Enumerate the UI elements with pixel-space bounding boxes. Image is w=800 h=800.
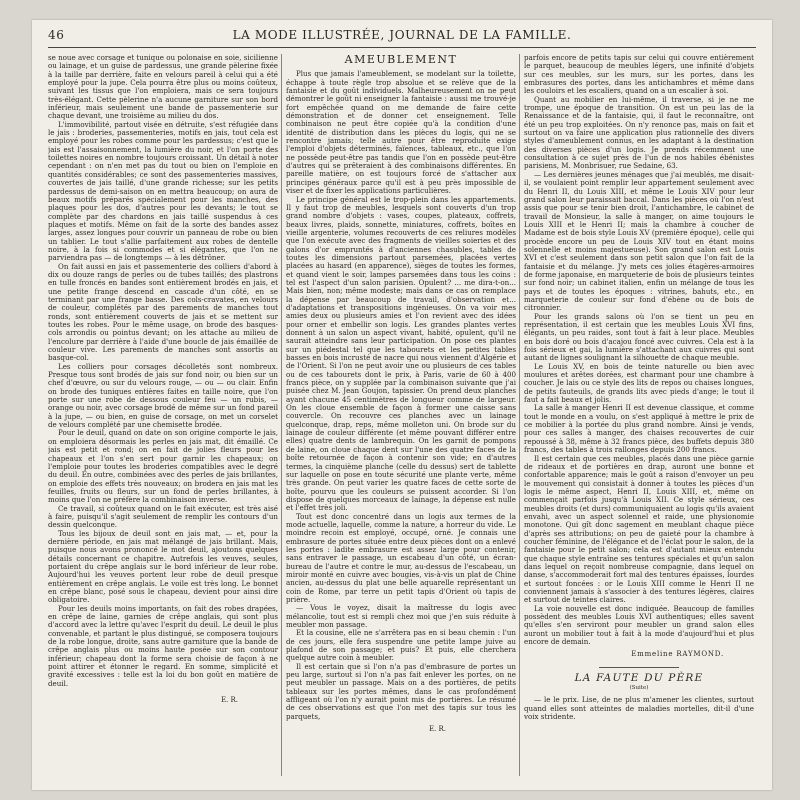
paragraph: parfois encore de petits tapis sur celui qui couvre entièrement le parquet, beaucoup de meubles légers, une infinité d'objets sur ces meubles, sur les murs, sur les portes, dans les embrasures des portes, dans les antichambres et même dans les couloirs et les escaliers, quand on a un escalier à soi. xyxy=(524,54,754,96)
paragraph: Quant au mobilier en lui-même, il traverse, si je ne me trompe, une époque de transition. On est un peu las de la Renaissance et de la fantaisie, qui, il faut le reconnaître, ont été un peu trop exploitées. On n'y renonce pas, mais on fait et surtout on va faire une application plus rationnelle des divers styles d'ameublement connus, en les adaptant à la destination des diverses pièces d'un logis. Je prends récemment une consultation à ce sujet près de l'un de nos habiles ébénistes parisiens, M. Monbrisuer, rue Sedaine, 63. xyxy=(524,94,754,171)
paragraph: — Vous le voyez, disait la maîtresse du logis avec mélancolie, tout est si rempli chez moi que j'en suis réduite à meubler mon passage. xyxy=(286,603,516,630)
paragraph: se noue avec corsage et tunique ou polonaise en soie, sicilienne ou lainage, et un guise de pardessus, une grande pèlerine fixée à la taille par derrière, faite en velours pareil à celui qui a été employé pour la jupe. Cela pourra être plus ou moins coûteux, suivant les tissus que l'on emploiera, mais ce sera toujours très-élégant. Cette pèlerine n'a aucune garniture sur son bord inférieur, mais seulement une bande de passementerie sur chaque devant, une troisième au milieu du dos. xyxy=(48,54,278,121)
paragraph: Il est certain que si l'on n'a pas d'embrasure de portes un peu large, surtout si l'on n'a pas fait enlever les portes, on ne peut meubler un passage. Mais on a des portières, de petits tableaux sur les portes mêmes, dans le cas profondément affligeant où l'on n'y aurait point mis de portières. Le résumé de ces observations est que l'on met des tapis sur tous les parquets, xyxy=(286,661,516,721)
column-separator xyxy=(519,54,520,776)
column-separator xyxy=(281,54,282,776)
paragraph: Le Louis XV, en bois de teinte naturelle ou bien avec moulures et arêtes dorées, est charmant pour une chambre à coucher. Je lais ou ce style des lits de repos ou chaises longues, de petits fauteuils, de grands lits avec pieds d'ange; le tout il faut a fait beaux et jolis. xyxy=(524,361,754,405)
paragraph: La voie nouvelle est donc indiquée. Beaucoup de familles possèdent des meubles Louis XVI authentiques; elles savent qu'elles s'en serviront pour meubler un grand salon elles auront un mobilier tout à fait à la mode d'aujourd'hui et plus encore de demain. xyxy=(524,603,754,647)
section-divider xyxy=(599,667,679,668)
paragraph: Il est certain que ces meubles, placés dans une pièce garnie de rideaux et de portières en drap, auront une bonne et confortable apparence; mais le goût a raison d'envoyer un peu le mouvement qui consistait à donner à toutes les pièces d'un logis le même aspect, Henri II, Louis XIII, et, même on commençait parfois jusqu'à Louis XII. Ce style sérieux, ces meubles droits (et durs) communiquaient au logis qu'ils avaient envahi, avec un aspect solennel et raide, une physionomie monotone. Qui gît donc sagement en meublant chaque pièce d'après ses attributions; on peu de gaieté pour la chambre à coucher féminine, de l'élégance et de l'éclat pour le salon, de la fantaisie pour le petit salon; cela est d'autant mieux entendu que chaque style entraîne ses tentures spéciales et qu'un salon dans lequel on reçoit nombreuse compagnie, dans lequel on danse, s'accommoderait fort mal des tentures épaisses, lourdes et surtout foncées : or le Louis XIII comme le Henri II ne conviennent jamais à s'associer à des tentures légères, claires et surtout de teintes claires. xyxy=(524,453,754,605)
paragraph: Le principe général est le trop-plein dans les appartements. Il y faut trop de meubles, lesquels sont couverts d'un trop grand nombre d'objets : vases, coupes, plateaux, coffrets, beaux livres, plaids, sonnette, miniatures, coffrets, boîtes en vieille argenterie, volumes recouverts de ces reliures modèles que l'on exécute avec des fragments de vieilles soieries et des galons d'or empruntés à d'anciennes chasubles, tables de toutes les dimensions partout parsemées, placées vertes placées au hasard (en apparence), sièges de toutes les formes, et quand vient le soir, lampes parsemées dans tous les coins : tel est l'aspect d'un salon parisien. Opulent? ... me dira-t-on... Mais bien, non; même modeste; mais dans ce cas on remplace la dépense par beaucoup de travail, d'observation et... d'adaptations et transpositions ingénieuses. On va voir mes amies deux ou plusieurs amies et l'on revient avec des idées pour orner et embellir son logis. Les grandes plantes vertes donnent à un salon un aspect vivant, habité, opulent, qu'il ne saurait atteindre sans leur participation. On pose ces plantes sur un piédestal tel que les tabourets et les petites tables basses en bois incrusté de nacre qui nous viennent d'Algérie et de l'Orient. Si l'on ne peut avoir une ou plusieurs de ces tables ou de ces tabourets dont le prix, à Paris, varie de 60 à 400 francs pièce, on y supplée par la combinaison suivante que j'ai puisée chez M. Jean Goujon, tapissier. On prend deux planches ayant chacune 45 centimètres de longueur comme de largeur. On les cloue ensemble de façon à former une caisse sans couvercle. On recouvre ces planches avec un lainage quelconque, drap, reps, même molleton uni. On brode sur du lainage de couleur différente (et même pouvant différer entre elles) quatre dents de lambrequin. On les garnit de pompons de laine, on cloue chaque dent sur l'une des quatre faces de la boîte retournée de façon à contenir son vide; en d'autres termes, la cinquième planche (celle du dessus) sert de tablette sur laquelle on pose en toute sécurité une plante verte, même très grande. On peut varier les quatre faces de cette sorte de boîte, pourvu que les couleurs se puissent accorder. Si l'on dispose de quelques morceaux de lainage, la dépense est nulle et l'effet très joli. xyxy=(286,194,516,513)
paragraph: Plus que jamais l'ameublement, se modelant sur la toilette, échappe à toute règle trop absolue et se relève que de la fantaisie et du goût individuels. Malheureusement on ne peut démontrer le goût ni enseigner la fantaisie : aussi me trouvé-je fort empêchée quand on me demande de faire cette démonstration et de donner cet enseignement. Telle combinaison ne peut être copiée qu'à la condition d'une identité de distribution dans les pièces du logis, qui ne se rencontre jamais; telle autre pour être reproduite exige l'emploi d'objets déterminés, faïences, tableaux, etc., que l'on ne possède peut-être pas tandis que l'on en possède peut-être d'autres qui se prêteraient à des combinaisons différentes. En pareille matière, on est toujours forcé de s'attacher aux principes généraux parce qu'il est à peu près impossible de viser et de fixer les applications particulières. xyxy=(286,69,516,196)
column-3 xyxy=(524,54,754,776)
story-subtitle: (Suite) xyxy=(629,685,649,692)
paragraph: Ce travail, si coûteux quand on le fait exécuter, est très aisé à faire, puisqu'il s'agit seulement de remplir les contours d'un dessin quelconque. xyxy=(48,503,278,530)
section-title: AMEUBLEMENT xyxy=(344,54,458,66)
page-header xyxy=(48,28,756,46)
paragraph: Les colliers pour corsages décolletés sont nombreux. Presque tous sont brodés de jais sur fond noir, ou bien sur un chef d'œuvre, ou sur du velours rouge, — ou — ou clair. Enfin on brode des tuniques entières faites en taille noire, que l'on porte sur une robe de dessous couleur feu — un rubis, — orange ou noir, avec corsage brodé de même sur un fond pareil à la jupe, — ou bien, en guise de corsage, on met un corselet de velours complété par une chemisette brodée. xyxy=(48,361,278,430)
paragraph: La salle à manger Henri II est devenue classique, et comme tout le monde en a voulu, on s'est appliqué à mettre le prix de ce mobilier à la portée du plus grand nombre. Ainsi je vends, pour ces salles à manger, des chaises recouvertes de cuir repoussé à 38, même à 32 francs pièce, des buffets depuis 380 francs, des tables à trois rallonges depuis 200 francs. xyxy=(524,403,754,455)
header-rule xyxy=(48,47,756,48)
paragraph: Et la cousine, elle ne s'arrêtera pas en si beau chemin : l'un de ces jours, elle fera suspendre une petite lampe juive au plafond de son passage; et puis? Et puis, elle cherchera quelque autre coin à meubler. xyxy=(286,628,516,663)
newspaper-page xyxy=(32,20,772,790)
paragraph: Tout est donc concentré dans un logis aux termes de la mode actuelle, laquelle, comme la nature, a horreur du vide. Le moindre recoin est employé, occupé, orné. Je connais une embrasure de portes située entre deux pièces dont on a enlevé les portes : ladite embrasure est assez large pour contenir, sans entraver le passage, un escabeau d'un côté, un écran-bureau de l'autre et contre le mur, au-dessus de l'escabeau, un miroir monté en cuivre avec bougies, vis-à-vis un plat de Chine ancien, au-dessus du plat une belle aquarelle représentant un coin de Rome, par terre un petit tapis d'Orient où tapis de prière. xyxy=(286,511,516,604)
story-title: LA FAUTE DU PÈRE xyxy=(574,671,704,684)
column-2 xyxy=(286,54,516,776)
paragraph: L'immovibilité, partout visée en détruite, s'est réfugiée dans le jais : broderies, passementeries, motifs en jais, tout cela est employé pour les robes comme pour les pardessus; c'est que le jais est l'assaisonnement, la lumière du noir, et l'on porte des toilettes noires en nombre toujours croissant. Un détail à noter cependant : on n'en met pas du tout ou bien on l'emploie en quantités considérables; ce sont des passementeries massives, couvertes de jais taillé, d'une grande richesse; sur les petits pardessus de demi-saison on en mettra beaucoup; on aura de beaux motifs préparés spécialement pour les manches, des plaques pour les dos, d'autres pour les devants; le tout se complète par des chardons en jais taillé suspendus à ces plaques et motifs. Même on fait de la sorte des bandes assez larges, assez longues pour couvrir un panneau de robe ou bien un tablier. Le tout s'allie parfaitement aux robes de dentelle noire, à la fois si commodes et si élégantes, que l'on ne parviendra pas — de longtemps — à les détrôner. xyxy=(48,119,278,263)
paragraph: Pour le deuil, quand on date on son origine comporte le jais, on emploiera désormais les perles en jais mat, dit émaillé. Ce jais est petit et rond; on en fait de jolies fleurs pour les chapeaux et l'on s'en sert pour garnir les chapeaux; on l'emploie pour toutes les broderies compatibles avec le degré du deuil. En outre, combinées avec des perles de jais brillantes, on emploie des effets très nouveaux; on brodera en jais mat les feuilles, fruits ou fleurs, sur un fond de perles brillantes, à moins que l'on ne préfère la combinaison inverse. xyxy=(48,428,278,505)
paragraph: — le le prix. Lise, de ne plus m'amener les clientes, surtout quand elles sont atteintes de maladies mortelles, dit-il d'une voix stridente. xyxy=(524,695,754,722)
paragraph: Pour les deuils moins importants, on fait des robes drapées, en crêpe de laine, garnies de crêpe anglais, qui sont plus d'accord avec la lettre qu'avec l'esprit du deuil. Le deuil le plus convenable, et partant le plus distingué, se composera toujours de la robe longue, droite, sans autre garniture que la bande de crêpe anglais plus ou moins haute posée sur son contour inférieur; chapeau dont la forme sera choisie de façon à ne point attirer et étonner le regard. En somme, simplicité et gravité excessives : telle est la loi du bon goût en matière de deuil. xyxy=(48,603,278,688)
column-1 xyxy=(48,54,278,776)
signature: E. R. xyxy=(220,696,238,705)
paragraph: — Les dernières jeunes ménages que j'ai meublés, me disait-il, se voulaient point remplir leur appartement seulement avec du Henri II, du Louis XIII, et même le Louis XIV pour leur grand salon leur paraissait baccal. Dans les pièces où l'on n'est assis que pour se tenir bien droit, l'antichambre, le cabinet de travail de Monsieur, la salle à manger, on aime toujours le Louis XIII et le Henri II; mais la chambre à coucher de Madame est de bois style Louis XV (première époque), celle qui procède encore un peu de Louis XIV tout en étant moins solennelle et moins majestueuse). Son grand salon est Louis XVI et c'est seulement dans son petit salon que l'on fait de la fantaisie et du mélange. J'y mets ces jolies étagères-armoires de forme japonaise, en marqueterie de bois de plusieurs teintes sur fond noir; un cabinet italien, enfin un mélange de tous les pays et de toutes les époques : vitrines, bahuts, etc., en marqueterie de couleur sur fond d'ébène ou de bois de citronnier. xyxy=(524,169,754,313)
journal-title: LA MODE ILLUSTRÉE, JOURNAL DE LA FAMILLE. xyxy=(232,28,572,42)
paragraph: Tous les bijoux de deuil sont en jais mat, — et, pour la dernière période, en jais mat mélangé de jais brillant. Mais, puisque nous avons prononcé le mot deuil, ajoutons quelques détails concernant ce chapitre. Autrefois les veuves, seules, portaient du crêpe anglais sur le bord inférieur de leur robe. Aujourd'hui les veuves portent leur robe de deuil presque entièrement en crêpe anglais. Le voile est très long. Le bonnet en crêpe blanc, posé sous le chapeau, devient pour ainsi dire obligatoire. xyxy=(48,528,278,605)
paragraph: On fait aussi en jais et passementerie des colliers d'abord à dix ou douze rangs de perles ou de tubes taillés; des plastrons en tulle froncés en bandes sont entièrement brodés en jais, et une petite frange descend en cascade d'un côté, en se terminant par une frange basse. Des cols-cravates, en velours de couleur, complétés par des parements de manches tout ronds, sont entièrement couverts de jais et se mettent sur toutes les robes. Pour le même usage, on brode des basques-cols arrondis ou pointus devant; on les attache au milieu de l'encolure par derrière à l'aide d'une boucle de jais émaillée de couleur vive. Les parements de manches sont assortis au basque-col. xyxy=(48,261,278,363)
signature: E. R. xyxy=(428,725,446,734)
paragraph: Pour les grands salons où l'on se tient un peu en représentation, il est certain que les meubles Louis XVI fins, élégants, un peu raides, sont tout à fait à leur place. Meubles en bois doré ou bois d'acajou foncé avec cuivres. Cela est à la fois sérieux et gai, la lumière s'attachant aux cuivres qui sont autant de lignes soulignant la silhouette de chaque meuble. xyxy=(524,311,754,363)
page-number: 46 xyxy=(48,28,65,42)
signature: Emmeline RAYMOND. xyxy=(631,650,724,659)
